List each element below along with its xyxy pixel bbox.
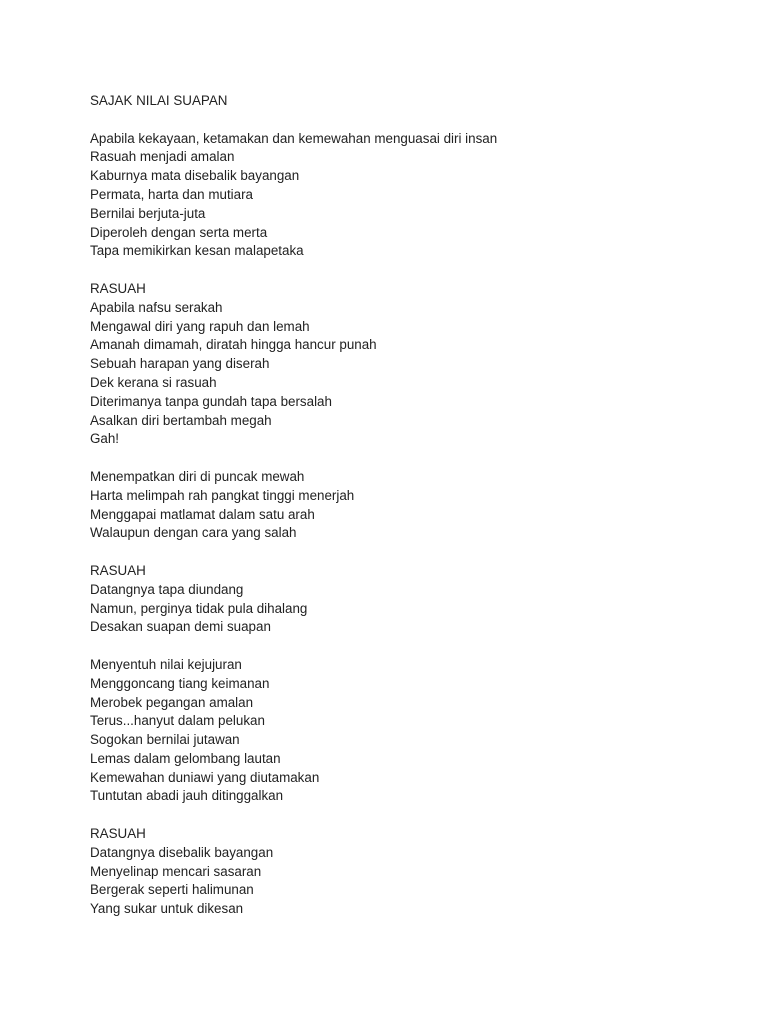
poem-line: Menggapai matlamat dalam satu arah [90, 506, 315, 522]
poem-line: Bernilai berjuta-juta [90, 205, 206, 221]
stanza-4 [90, 562, 730, 637]
poem-line: Apabila kekayaan, ketamakan dan kemewahan menguasai diri insan [90, 130, 498, 146]
poem-line: Desakan suapan demi suapan [90, 619, 271, 635]
poem-line: Rasuah menjadi amalan [90, 149, 235, 165]
poem-line: Sebuah harapan yang diserah [90, 356, 270, 372]
poem-line: Yang sukar untuk dikesan [90, 901, 244, 917]
poem-line: Kaburnya mata disebalik bayangan [90, 168, 300, 184]
poem-line: RASUAH [90, 826, 146, 842]
poem-line: RASUAH [90, 280, 146, 296]
poem-line: Menggoncang tiang keimanan [90, 675, 270, 691]
stanza-gap [90, 637, 730, 656]
document-page [90, 92, 730, 919]
poem-title: SAJAK NILAI SUAPAN [90, 93, 228, 108]
poem-line: Gah! [90, 431, 120, 447]
poem-line: Kemewahan duniawi yang diutamakan [90, 769, 320, 785]
stanza-2 [90, 280, 730, 449]
stanza-3 [90, 468, 730, 543]
poem-line: Permata, harta dan mutiara [90, 186, 254, 202]
poem-line: RASUAH [90, 562, 146, 578]
stanza-1 [90, 130, 730, 262]
poem-line: Terus...hanyut dalam pelukan [90, 713, 265, 729]
poem-line: Harta melimpah rah pangkat tinggi menerjah [90, 487, 355, 503]
poem-line: Mengawal diri yang rapuh dan lemah [90, 318, 310, 334]
poem-line: Tapa memikirkan kesan malapetaka [90, 243, 304, 259]
poem-line: Asalkan diri bertambah megah [90, 412, 272, 428]
poem-line: Apabila nafsu serakah [90, 299, 223, 315]
stanza-5 [90, 656, 730, 806]
poem-line: Datangnya disebalik bayangan [90, 844, 274, 860]
poem-line: Bergerak seperti halimunan [90, 882, 254, 898]
poem-line: Tuntutan abadi jauh ditinggalkan [90, 788, 284, 804]
poem-line: Walaupun dengan cara yang salah [90, 525, 297, 541]
stanza-gap [90, 806, 730, 825]
poem-line: Datangnya tapa diundang [90, 581, 244, 597]
poem-line: Diterimanya tanpa gundah tapa bersalah [90, 393, 332, 409]
poem-line: Menyentuh nilai kejujuran [90, 656, 242, 672]
poem-line: Diperoleh dengan serta merta [90, 224, 268, 240]
poem-line: Lemas dalam gelombang lautan [90, 750, 281, 766]
poem-line: Menempatkan diri di puncak mewah [90, 468, 305, 484]
stanza-gap [90, 543, 730, 562]
stanza-gap [90, 449, 730, 468]
poem-line: Dek kerana si rasuah [90, 374, 217, 390]
poem-line: Merobek pegangan amalan [90, 694, 254, 710]
poem-line: Amanah dimamah, diratah hingga hancur punah [90, 337, 377, 353]
poem-line: Menyelinap mencari sasaran [90, 863, 262, 879]
poem-line: Namun, perginya tidak pula dihalang [90, 600, 308, 616]
stanza-gap [90, 111, 730, 130]
stanza-6 [90, 825, 730, 919]
poem-line: Sogokan bernilai jutawan [90, 732, 240, 748]
stanza-gap [90, 261, 730, 280]
